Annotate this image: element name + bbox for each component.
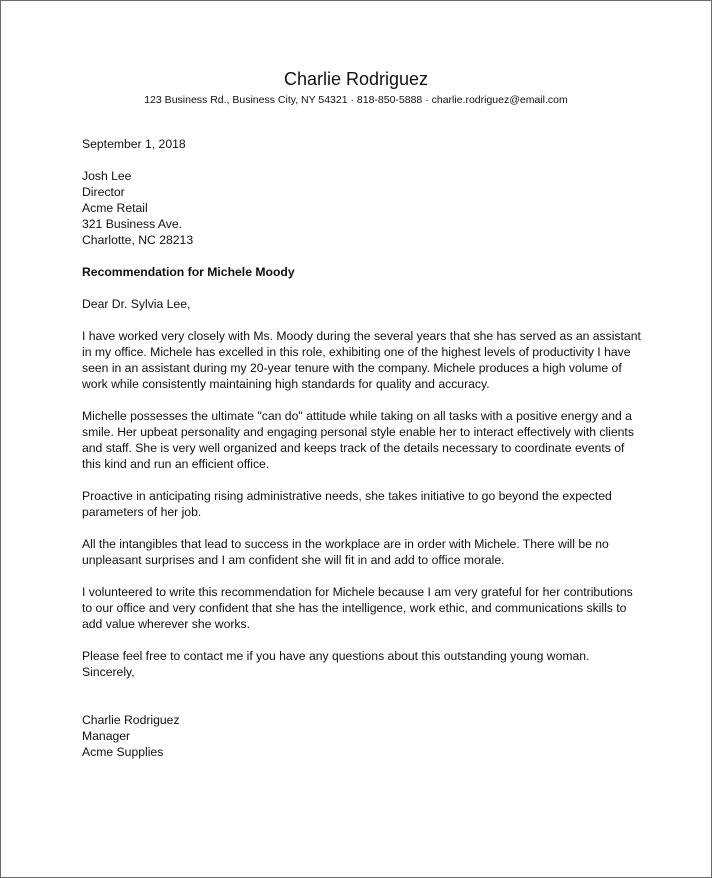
recipient-city: Charlotte, NC 28213 <box>82 233 194 247</box>
paragraph: All the intangibles that lead to success in the workplace are in order with Michele. There will be no unpleasant surprises and I am confident she will fit in and add to office morale. <box>82 537 609 567</box>
paragraph: I volunteered to write this recommendation for Michele because I am very grateful for her contributions to our office and very confident that she has the intelligence, work ethic, and communications skills to add value wherever she works. <box>82 585 633 631</box>
signature-title: Manager <box>82 729 131 743</box>
signature-company: Acme Supplies <box>82 745 164 759</box>
letter-body <box>82 136 642 760</box>
closing: Sincerely, <box>82 665 135 679</box>
recipient-name: Josh Lee <box>82 169 132 183</box>
sender-name: Charlie Rodriguez <box>283 69 429 89</box>
letter-date: September 1, 2018 <box>82 137 186 151</box>
sender-contact: 123 Business Rd., Business City, NY 54321 · 818-850-5888 · charlie.rodriguez@email.com <box>144 94 568 106</box>
paragraph: Proactive in anticipating rising administrative needs, she takes initiative to go beyond the expected parameters of her job. <box>82 489 612 519</box>
paragraph: Michelle possesses the ultimate "can do" attitude while taking on all tasks with a positive energy and a smile. Her upbeat personality and engaging personal style enable her to interact effectively with clients and staff. She is very well organized and keeps track of the details necessary to coordinate events of this kind and run an efficient office. <box>82 409 634 471</box>
signature-name: Charlie Rodriguez <box>82 713 180 727</box>
letterhead <box>1 67 711 107</box>
final-line: Please feel free to contact me if you have any questions about this outstanding young woman. <box>82 649 590 663</box>
salutation: Dear Dr. Sylvia Lee, <box>82 297 191 311</box>
signature-block <box>82 712 642 760</box>
paragraph: I have worked very closely with Ms. Moody during the several years that she has served as an assistant in my office. Michele has excelled in this role, exhibiting one of the highest levels of productivity I have seen in an assistant during my 20-year tenure with the company. Michele produces a high volume of work while consistently maintaining high standards for quality and accuracy. <box>82 329 641 391</box>
recipient-block <box>82 168 642 248</box>
letter-subject: Recommendation for Michele Moody <box>82 265 295 279</box>
recipient-street: 321 Business Ave. <box>82 217 183 231</box>
recipient-title: Director <box>82 185 125 199</box>
recipient-company: Acme Retail <box>82 201 148 215</box>
